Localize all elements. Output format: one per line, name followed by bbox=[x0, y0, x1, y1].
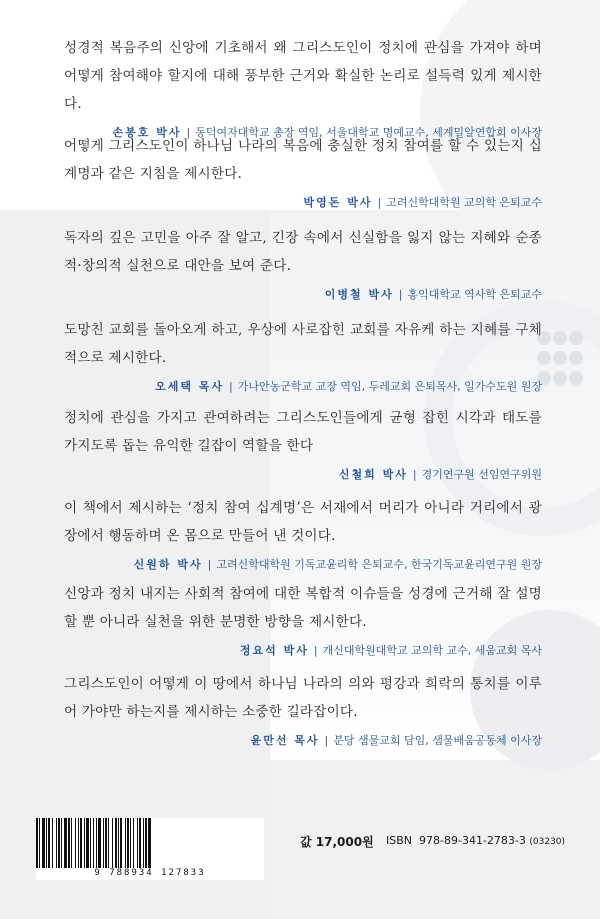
separator: | bbox=[186, 126, 191, 139]
reviewer-title: 고려신학대학원 기독교윤리학 은퇴교수, 한국기독교윤리연구원 원장 bbox=[216, 558, 542, 571]
review-attribution bbox=[64, 378, 542, 394]
price-label: 값 17,000원 bbox=[300, 835, 374, 849]
reviewer-name: 손봉호 박사 bbox=[112, 126, 182, 139]
reviewer-title: 홍익대학교 역사학 은퇴교수 bbox=[407, 288, 542, 301]
review-quote: 어떻게 그리스도인이 하나님 나라의 복음에 충실한 정치 참여를 할 수 있는지 십계명과 같은 지침을 제시한다. bbox=[64, 138, 542, 182]
review-quote: 그리스도인이 어떻게 이 땅에서 하나님 나라의 의와 평강과 희락의 통치를 이루어 가야만 하는지를 제시하는 소중한 길라잡이다. bbox=[64, 676, 542, 720]
reviewer-title: 개신대학원대학교 교의학 교수, 세움교회 목사 bbox=[322, 644, 542, 657]
background-dot-pattern bbox=[536, 330, 596, 390]
isbn-add-on-code: (03230) bbox=[529, 837, 566, 847]
barcode bbox=[36, 818, 264, 880]
reviewer-title: 경기연구원 선임연구위원 bbox=[421, 468, 542, 481]
reviewer-name: 이병철 박사 bbox=[324, 288, 394, 301]
separator: | bbox=[412, 468, 417, 481]
reviewer-name: 신철희 박사 bbox=[338, 468, 408, 481]
separator: | bbox=[324, 734, 329, 747]
barcode-bar bbox=[151, 818, 152, 868]
review-quote: 이 책에서 제시하는 ‘정치 참여 십계명’은 서재에서 머리가 아니라 거리에서 광장에서 행동하며 온 몸으로 만들어 낸 것이다. bbox=[64, 500, 542, 544]
review-quote: 독자의 깊은 고민을 아주 잘 알고, 긴장 속에서 신실함을 잃지 않는 지혜와 순종적·창의적 실천으로 대안을 보여 준다. bbox=[64, 230, 542, 274]
review-block bbox=[64, 132, 542, 210]
review-block bbox=[64, 316, 542, 394]
review-attribution bbox=[64, 286, 542, 302]
review-block bbox=[64, 580, 542, 658]
reviewer-name: 정요석 박사 bbox=[239, 644, 309, 657]
review-attribution bbox=[64, 732, 542, 748]
review-block bbox=[64, 404, 542, 482]
reviewer-name: 오세택 목사 bbox=[155, 380, 225, 393]
reviewer-title: 가나안농군학교 교장 역임, 두레교회 은퇴목사, 일가수도원 원장 bbox=[237, 380, 542, 393]
review-block bbox=[64, 670, 542, 748]
review-quote: 정치에 관심을 가지고 관여하려는 그리스도인들에게 균형 잡힌 시각과 태도를 가지도록 돕는 유익한 길잡이 역할을 한다 bbox=[64, 410, 542, 454]
reviewer-name: 박영돈 박사 bbox=[303, 196, 373, 209]
review-block bbox=[64, 34, 542, 140]
barcode-bars bbox=[36, 818, 264, 868]
reviewer-name: 윤만선 목사 bbox=[250, 734, 320, 747]
review-attribution bbox=[64, 194, 542, 210]
review-quote: 신앙과 정치 내지는 사회적 참여에 대한 복합적 이슈들을 성경에 근거해 잘 설명할 뿐 아니라 실천을 위한 분명한 방향을 제시한다. bbox=[64, 586, 542, 630]
separator: | bbox=[313, 644, 318, 657]
barcode-number: 9 788934 127833 bbox=[94, 868, 206, 878]
review-quote: 성경적 복음주의 신앙에 기초해서 왜 그리스도인이 정치에 관심을 가져야 하며 어떻게 참여해야 할지에 대해 풍부한 근거와 확실한 논리로 설득력 있게 제시한다. bbox=[64, 40, 542, 112]
review-attribution bbox=[64, 466, 542, 482]
separator: | bbox=[229, 380, 233, 393]
review-block bbox=[64, 224, 542, 302]
separator: | bbox=[398, 288, 403, 301]
review-attribution bbox=[64, 556, 542, 572]
isbn-number: 978-89-341-2783-3 bbox=[419, 834, 526, 847]
reviewer-title: 동덕여자대학교 총장 역임, 서울대학교 명예교수, 세계밀알연합회 이사장 bbox=[195, 126, 542, 139]
reviewer-title: 고려신학대학원 교의학 은퇴교수 bbox=[386, 196, 542, 209]
reviewer-title: 분당 샘물교회 담임, 샘물배움공동체 이사장 bbox=[333, 734, 542, 747]
separator: | bbox=[207, 558, 212, 571]
separator: | bbox=[377, 196, 382, 209]
review-quote: 도망친 교회를 돌아오게 하고, 우상에 사로잡힌 교회를 자유케 하는 지혜를 구체적으로 제시한다. bbox=[64, 322, 542, 366]
reviewer-name: 신원하 박사 bbox=[133, 558, 203, 571]
review-attribution bbox=[64, 642, 542, 658]
isbn-prefix: ISBN bbox=[386, 834, 413, 847]
isbn-label bbox=[386, 834, 565, 847]
review-block bbox=[64, 494, 542, 572]
